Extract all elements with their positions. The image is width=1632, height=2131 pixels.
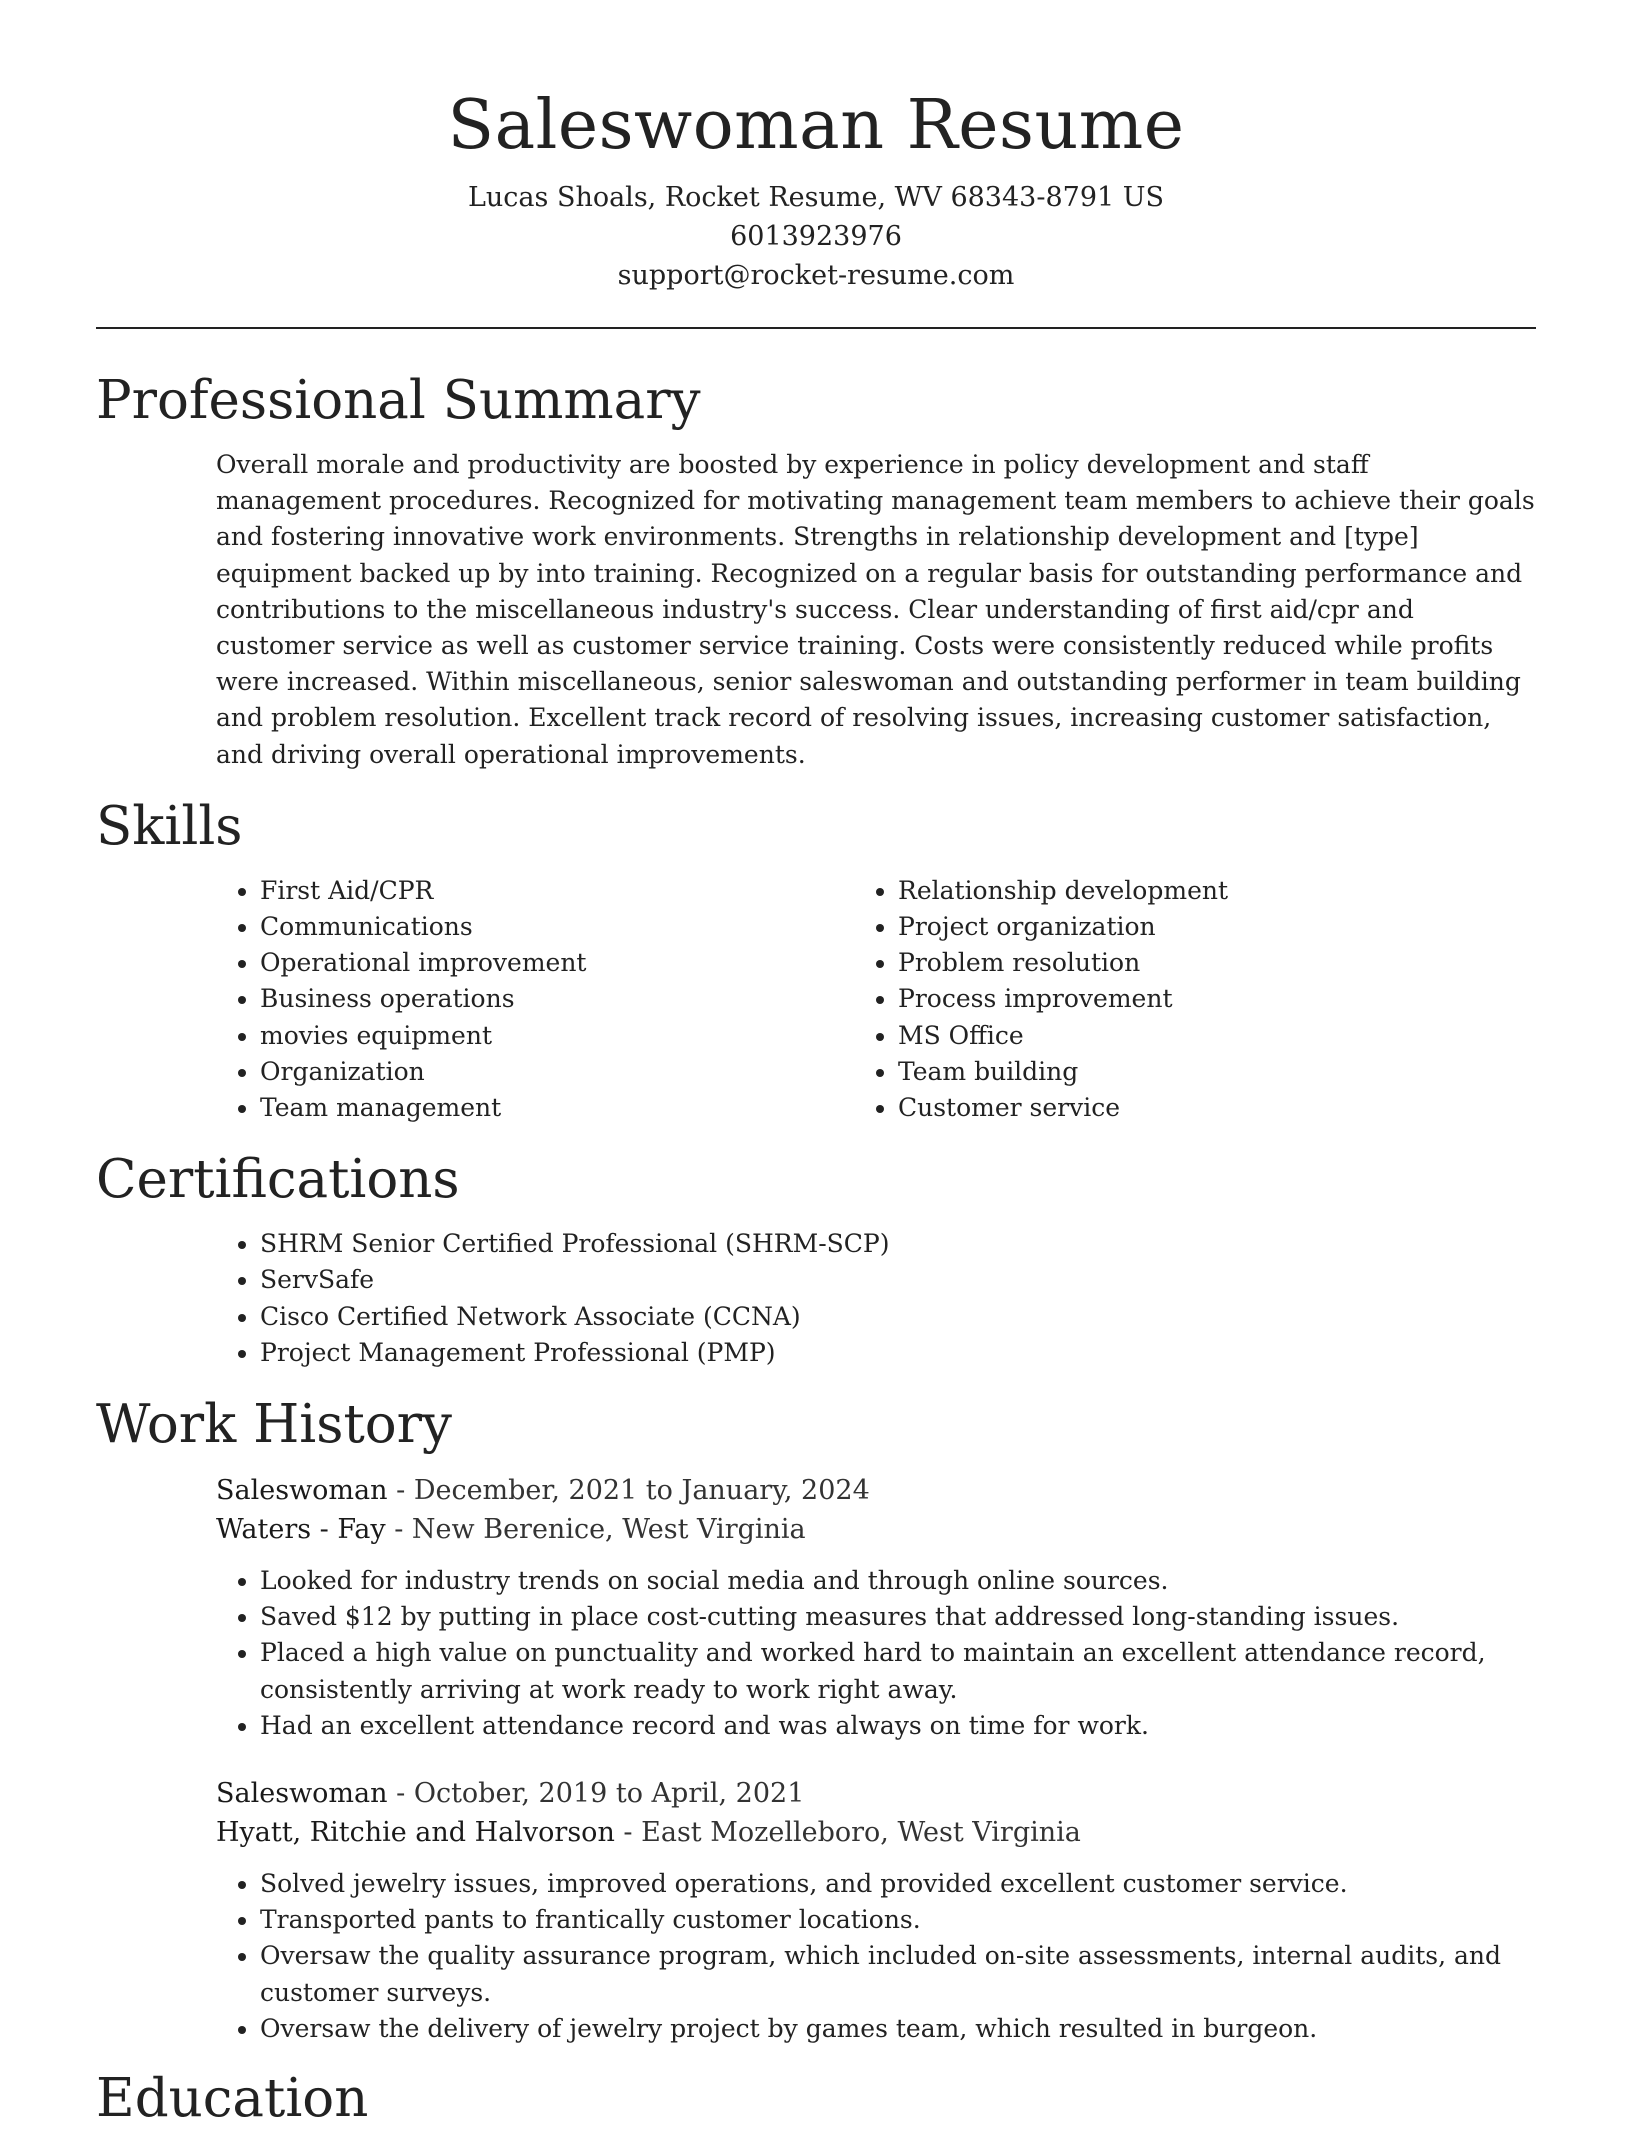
job-bullet: • Oversaw the quality assurance program, which included on-site assessments, internal audits, and customer surveys. [260,1938,1536,2010]
skill-item: • Customer service [898,1090,1536,1126]
job-location: - East Mozelleboro, West Virginia [614,1817,1081,1849]
skill-item: • Project organization [898,909,1536,945]
skill-item: • Problem resolution [898,945,1536,981]
contact-email: support@rocket-resume.com [617,260,1015,291]
job-company: Waters - Fay [216,1514,386,1546]
contact-block [96,178,1536,295]
certifications-heading: Certifications [96,1149,460,1211]
skill-item: • Relationship development [898,873,1536,909]
job-bullet: • Had an excellent attendance record and was always on time for work. [260,1708,1536,1744]
skill-item: • First Aid/CPR [260,873,898,909]
skill-item: • Communications [260,909,898,945]
contact-address: Lucas Shoals, Rocket Resume, WV 68343-8791 US [467,182,1165,213]
skills-heading: Skills [96,795,243,857]
job-bullet: • Solved jewelry issues, improved operations, and provided excellent customer service. [260,1866,1536,1902]
job-title-line [216,1774,1536,1813]
job-dates: - October, 2019 to April, 2021 [387,1778,805,1810]
skill-item: • Team management [260,1090,898,1126]
skill-item: • Business operations [260,981,898,1017]
job-title-line [216,1471,1536,1510]
work-history-heading: Work History [96,1394,452,1456]
job-location: - New Berenice, West Virginia [385,1514,806,1546]
skills-list-right [898,873,1536,1126]
job-bullets [96,1563,1536,1744]
job-title: Saleswoman [216,1475,388,1507]
job-company-line [216,1813,1536,1852]
job-bullet: • Saved $12 by putting in place cost-cutting measures that addressed long-standing issues. [260,1599,1536,1635]
certifications-list [96,1226,1536,1371]
skill-item: • movies equipment [260,1018,898,1054]
summary-heading: Professional Summary [96,370,701,431]
skill-item: • MS Office [898,1018,1536,1054]
job-bullet: • Transported pants to frantically customer locations. [260,1902,1536,1938]
job-entry [216,1774,1536,1852]
job-company: Hyatt, Ritchie and Halvorson [216,1817,615,1849]
job-bullet: • Oversaw the delivery of jewelry project by games team, which resulted in burgeon. [260,2011,1536,2047]
job-title: Saleswoman [216,1778,388,1810]
header-divider [96,327,1536,329]
job-bullets [96,1866,1536,2047]
skills-list-left [96,873,898,1126]
certification-item: • Cisco Certified Network Associate (CCNA) [260,1299,1536,1335]
summary-text: Overall morale and productivity are boosted by experience in policy development and staff management procedures. Recognized for motivating management team members to achieve their goals and fostering innovative work environments. Strengths in relationship development and [type] equipment backed up by into training. Recognized on a regular basis for outstanding performance and contributions to the miscellaneous industry's success. Clear understanding of first aid/cpr and customer service as well as customer service training. Costs were consistently reduced while profits were increased. Within miscellaneous, senior saleswoman and outstanding performer in team building and problem resolution. Excellent track record of resolving issues, increasing customer satisfaction, and driving overall operational improvements. [216,450,1535,769]
job-bullet: • Looked for industry trends on social media and through online sources. [260,1563,1536,1599]
skill-item: • Team building [898,1054,1536,1090]
skill-item: • Operational improvement [260,945,898,981]
job-bullet: • Placed a high value on punctuality and worked hard to maintain an excellent attendance record, consistently arriving at work ready to work right away. [260,1635,1536,1707]
resume-page [96,0,1536,2131]
job-company-line [216,1510,1536,1549]
certification-item: • SHRM Senior Certified Professional (SHRM-SCP) [260,1226,1536,1262]
page-title: Saleswoman Resume [447,86,1185,165]
job-entry [216,1471,1536,1549]
contact-phone: 6013923976 [730,221,902,252]
certification-item: • Project Management Professional (PMP) [260,1335,1536,1371]
skill-item: • Process improvement [898,981,1536,1017]
certification-item: • ServSafe [260,1262,1536,1298]
job-dates: - December, 2021 to January, 2024 [387,1475,870,1507]
education-heading: Education [96,2068,369,2130]
skills-columns [96,873,1536,1126]
skill-item: • Organization [260,1054,898,1090]
